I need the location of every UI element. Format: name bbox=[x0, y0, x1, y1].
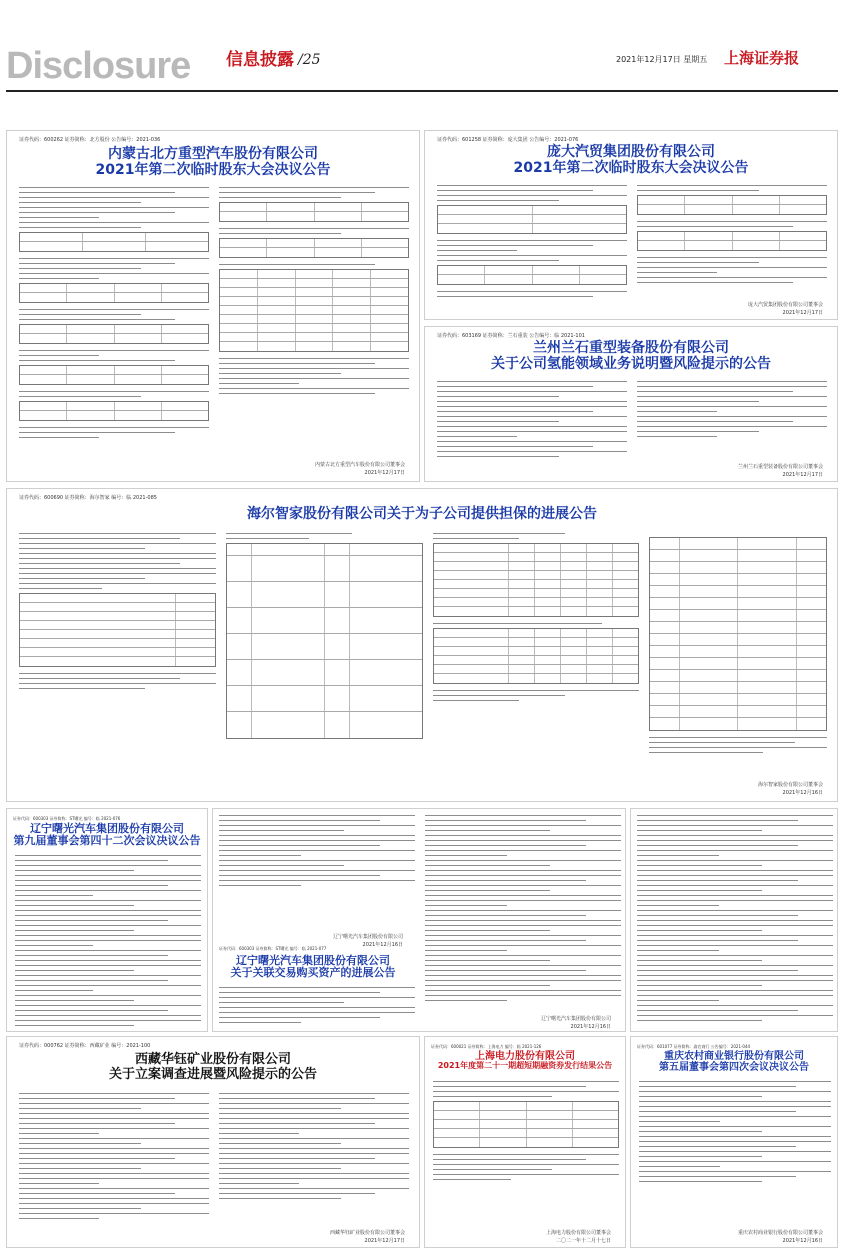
signature-line: 辽宁曙光汽车集团股份有限公司 bbox=[540, 1016, 611, 1022]
notice-table bbox=[19, 401, 209, 421]
notice-signature bbox=[738, 463, 823, 479]
notice-column bbox=[649, 533, 827, 757]
notice-title bbox=[7, 147, 419, 178]
notice-title-line: 2021年第二次临时股东大会决议公告 bbox=[513, 159, 749, 176]
notice-table bbox=[637, 195, 827, 215]
notice-meta: 证券代码：600303 证券简称：ST曙光 编号：临 2021-077 bbox=[219, 946, 327, 951]
notice-table bbox=[226, 543, 423, 739]
notice-column bbox=[19, 187, 209, 442]
notice-column bbox=[637, 185, 827, 301]
signature-line: 兰州兰石重型装备股份有限公司董事会 bbox=[737, 464, 823, 470]
notice-column bbox=[19, 1093, 209, 1223]
notice-title-line: 2021年度第二十一期超短期融资券发行结果公告 bbox=[437, 1061, 613, 1071]
signature-line: 2021年12月16日 bbox=[570, 1024, 611, 1030]
notice-body bbox=[437, 381, 827, 461]
notice-title-line: 第九届董事会第四十二次会议决议公告 bbox=[13, 834, 201, 848]
notice-inner-mongolia bbox=[6, 130, 420, 482]
signature-line: 内蒙古北方重型汽车股份有限公司董事会 bbox=[314, 462, 405, 468]
notice-column bbox=[433, 533, 639, 757]
notice-table bbox=[19, 324, 209, 344]
notice-body-column bbox=[637, 815, 833, 1025]
notice-meta: 证券代码：600303 证券简称：ST曙光 编号：临 2021-076 bbox=[13, 816, 121, 821]
notice-table bbox=[433, 543, 639, 617]
notice-signature bbox=[758, 781, 823, 797]
notice-table bbox=[433, 628, 639, 684]
notice-signature bbox=[330, 1229, 405, 1245]
signature-line: 2021年12月17日 bbox=[364, 470, 405, 476]
notice-table bbox=[19, 365, 209, 385]
notice-body bbox=[19, 1093, 409, 1223]
notice-table bbox=[19, 283, 209, 303]
notice-body bbox=[639, 1081, 831, 1186]
notice-continuation bbox=[630, 808, 838, 1032]
notice-column bbox=[437, 185, 627, 301]
notice-title-line: 上海电力股份有限公司 bbox=[475, 1051, 575, 1062]
notice-title bbox=[7, 1053, 419, 1082]
notice-title-line: 海尔智家股份有限公司关于为子公司提供担保的进展公告 bbox=[247, 506, 597, 522]
notice-title-line: 关于立案调查进展暨风险提示的公告 bbox=[108, 1066, 317, 1082]
newspaper-name: 上海证券报 bbox=[724, 49, 800, 67]
notice-column bbox=[19, 533, 216, 757]
signature-line: 上海电力股份有限公司董事会 bbox=[545, 1230, 611, 1236]
notice-body bbox=[19, 187, 409, 442]
signature-line: 重庆农村商业银行股份有限公司董事会 bbox=[737, 1230, 823, 1236]
notice-title bbox=[425, 145, 837, 176]
notice-body-continued bbox=[219, 815, 415, 890]
signature-line: 2021年12月16日 bbox=[362, 942, 403, 948]
notice-body bbox=[433, 1081, 619, 1184]
notice-chongqing-bank bbox=[630, 1036, 838, 1248]
notice-table bbox=[437, 265, 627, 285]
notice-meta: 证券代码：000762 证券简称：西藏矿业 编号：2021-100 bbox=[19, 1043, 151, 1049]
notice-signature bbox=[546, 1229, 611, 1245]
notice-title bbox=[425, 1051, 625, 1071]
notice-title-line: 重庆农村商业银行股份有限公司 bbox=[664, 1051, 804, 1062]
signature-line: 二〇二一年十二月十七日 bbox=[555, 1238, 611, 1244]
signature-line: 2021年12月17日 bbox=[782, 472, 823, 478]
notice-title-line: 庞大汽贸集团股份有限公司 bbox=[547, 144, 715, 160]
issue-date: 2021年12月17日 星期五 bbox=[616, 55, 708, 64]
notice-title-line: 第五届董事会第四次会议决议公告 bbox=[659, 1062, 809, 1074]
brand-wordmark: Disclosure bbox=[6, 45, 191, 87]
notice-title-line: 关于关联交易购买资产的进展公告 bbox=[230, 966, 396, 980]
notice-table bbox=[219, 269, 409, 352]
masthead-rule bbox=[6, 90, 838, 92]
signature-line: 辽宁曙光汽车集团股份有限公司 bbox=[332, 934, 403, 940]
signature-line: 2021年12月17日 bbox=[364, 1238, 405, 1244]
notice-title-line: 辽宁曙光汽车集团股份有限公司 bbox=[30, 822, 184, 835]
notice-column bbox=[219, 187, 409, 442]
notice-table bbox=[637, 231, 827, 251]
notice-meta: 证券代码：600690 证券简称：海尔智家 编号：临 2021-085 bbox=[19, 495, 157, 501]
notice-meta: 证券代码：600021 证券简称：上海电力 编号：临 2021-126 bbox=[431, 1044, 542, 1049]
notice-liaoning-asset bbox=[212, 808, 626, 1032]
notice-title-line: 西藏华钰矿业股份有限公司 bbox=[134, 1052, 291, 1067]
signature-line: 西藏华钰矿业股份有限公司董事会 bbox=[329, 1230, 405, 1236]
section-title: 信息披露 bbox=[226, 50, 294, 70]
notice-title-line: 2021年第二次临时股东大会决议公告 bbox=[95, 161, 331, 178]
notice-meta: 证券代码：601077 证券简称：渝农商行 公告编号：2021-044 bbox=[637, 1044, 751, 1049]
notice-liaoning-board bbox=[6, 808, 208, 1032]
notice-body bbox=[437, 185, 827, 301]
notice-haier bbox=[6, 488, 838, 802]
notice-title-line: 辽宁曙光汽车集团股份有限公司 bbox=[236, 954, 390, 967]
notice-table bbox=[649, 537, 827, 731]
notice-body-column bbox=[425, 815, 621, 1005]
notice-shanghai-power bbox=[424, 1036, 626, 1248]
notice-meta: 证券代码：601258 证券简称：庞大集团 公告编号：2021-076 bbox=[437, 137, 579, 143]
signature-line: 海尔智家股份有限公司董事会 bbox=[757, 782, 823, 788]
signature-line: 2021年12月17日 bbox=[782, 310, 823, 316]
page-number: /25 bbox=[298, 52, 321, 68]
notice-title-line: 内蒙古北方重型汽车股份有限公司 bbox=[108, 146, 318, 162]
notice-body bbox=[15, 855, 201, 1030]
notice-table bbox=[219, 238, 409, 258]
notice-table bbox=[19, 232, 209, 252]
notice-title bbox=[7, 507, 837, 523]
notice-signature bbox=[748, 301, 823, 317]
notice-table bbox=[19, 593, 216, 667]
notice-body bbox=[19, 533, 827, 757]
notice-tibet bbox=[6, 1036, 420, 1248]
notice-body bbox=[219, 987, 415, 1027]
notice-table bbox=[219, 202, 409, 222]
notice-signature bbox=[541, 1015, 611, 1031]
notice-meta: 证券代码：603169 证券简称：兰石重装 公告编号：临 2021-101 bbox=[437, 333, 585, 339]
notice-column bbox=[226, 533, 423, 757]
masthead bbox=[0, 0, 843, 92]
notice-column bbox=[219, 1093, 409, 1223]
notice-column bbox=[637, 381, 827, 461]
signature-line: 2021年12月16日 bbox=[782, 1238, 823, 1244]
notice-title bbox=[213, 955, 413, 980]
notice-title bbox=[425, 341, 837, 372]
notice-signature bbox=[738, 1229, 823, 1245]
notice-title bbox=[7, 823, 207, 848]
notice-meta: 证券代码：600262 证券简称：北方股份 公告编号：2021-036 bbox=[19, 137, 161, 143]
notice-column bbox=[437, 381, 627, 461]
notice-table bbox=[433, 1101, 619, 1148]
notice-lanzhou bbox=[424, 326, 838, 482]
notice-title-line: 关于公司氢能领域业务说明暨风险提示的公告 bbox=[491, 355, 771, 372]
notice-table bbox=[437, 205, 627, 234]
notice-signature bbox=[333, 933, 403, 949]
notice-title bbox=[631, 1051, 837, 1073]
notice-signature bbox=[315, 461, 405, 477]
notice-title-line: 兰州兰石重型装备股份有限公司 bbox=[533, 340, 729, 356]
notice-pangda bbox=[424, 130, 838, 320]
signature-line: 2021年12月16日 bbox=[782, 790, 823, 796]
signature-line: 庞大汽贸集团股份有限公司董事会 bbox=[747, 302, 823, 308]
